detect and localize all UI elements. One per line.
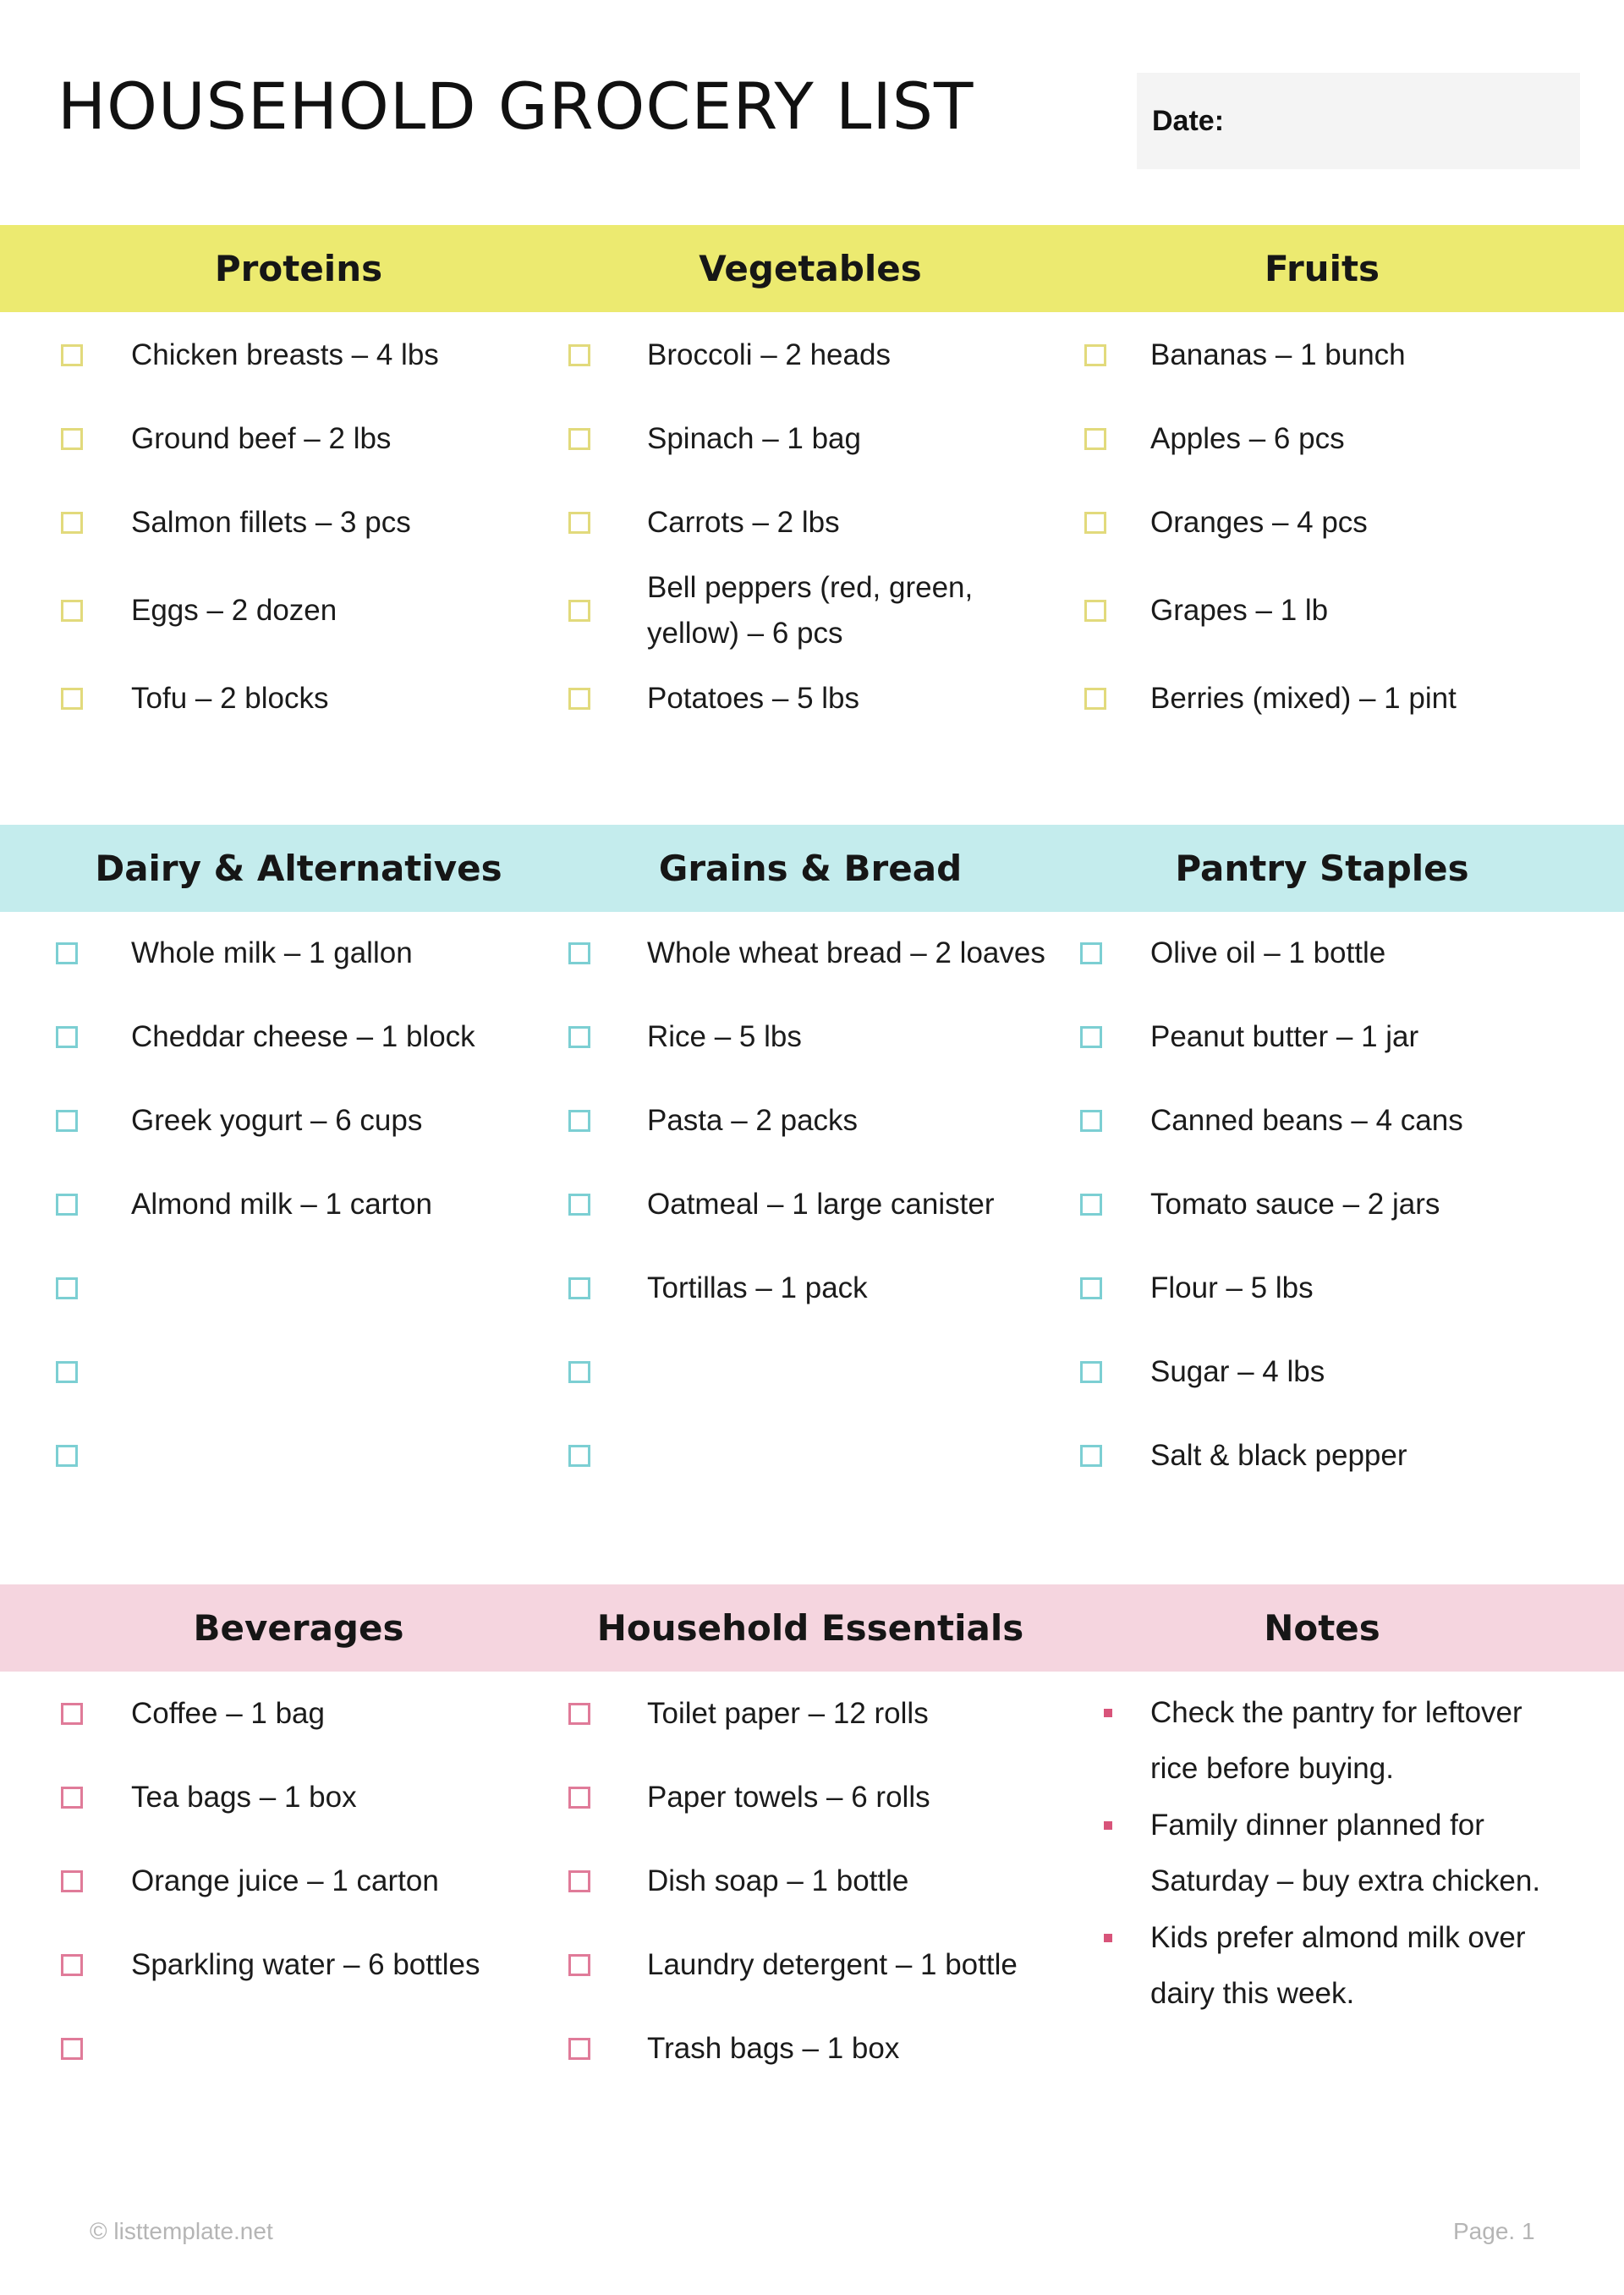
- date-field[interactable]: [1137, 73, 1580, 169]
- list-item-label: Toilet paper – 12 rolls: [647, 1697, 929, 1730]
- list-item-label: Whole wheat bread – 2 loaves: [647, 936, 1045, 969]
- column-heading-proteins: Proteins: [214, 248, 383, 289]
- checkbox[interactable]: [568, 1277, 590, 1299]
- footer-copyright: © listtemplate.net: [90, 2218, 273, 2244]
- checkbox[interactable]: [568, 1870, 590, 1892]
- list-item-label: Peanut butter – 1 jar: [1150, 1020, 1419, 1053]
- checkbox[interactable]: [568, 1194, 590, 1216]
- checkbox[interactable]: [56, 1361, 78, 1383]
- column-heading-vegetables: Vegetables: [699, 248, 922, 289]
- list-item-label: Berries (mixed) – 1 pint: [1150, 682, 1457, 715]
- checkbox[interactable]: [56, 1026, 78, 1048]
- bullet-icon: [1104, 1821, 1112, 1830]
- list-item-label: Eggs – 2 dozen: [131, 594, 337, 627]
- footer-page-number: Page. 1: [1453, 2218, 1535, 2244]
- column-heading-dairy-and-alternatives: Dairy & Alternatives: [95, 848, 502, 889]
- list-item-label: Flour – 5 lbs: [1150, 1271, 1314, 1304]
- list-item-label: Laundry detergent – 1 bottle: [647, 1948, 1018, 1981]
- list-item-label: Tomato sauce – 2 jars: [1150, 1188, 1440, 1221]
- list-item-label: Sugar – 4 lbs: [1150, 1355, 1325, 1388]
- checkbox[interactable]: [568, 1110, 590, 1132]
- checkbox[interactable]: [568, 1026, 590, 1048]
- checkbox[interactable]: [1084, 428, 1106, 450]
- checkbox[interactable]: [56, 1277, 78, 1299]
- checkbox[interactable]: [1080, 1194, 1102, 1216]
- checkbox[interactable]: [56, 942, 78, 964]
- section-beverages-household-notes: [0, 1584, 1624, 2092]
- column-heading-household-essentials: Household Essentials: [596, 1607, 1024, 1649]
- checkbox[interactable]: [568, 344, 590, 366]
- checkbox[interactable]: [568, 1445, 590, 1467]
- bullet-icon: [1104, 1934, 1112, 1942]
- list-item-label: Canned beans – 4 cans: [1150, 1104, 1463, 1137]
- list-item-label: Oatmeal – 1 large canister: [647, 1188, 995, 1221]
- checkbox[interactable]: [568, 1361, 590, 1383]
- checkbox[interactable]: [61, 1787, 83, 1809]
- checkbox[interactable]: [1084, 344, 1106, 366]
- checkbox[interactable]: [568, 428, 590, 450]
- list-item-label: Trash bags – 1 box: [647, 2032, 900, 2065]
- checkbox[interactable]: [61, 512, 83, 534]
- checkbox[interactable]: [1080, 1361, 1102, 1383]
- date-label: Date:: [1152, 104, 1225, 137]
- list-item-label: Sparkling water – 6 bottles: [131, 1948, 480, 1981]
- list-item-label: Oranges – 4 pcs: [1150, 506, 1368, 539]
- checkbox[interactable]: [56, 1110, 78, 1132]
- list-item-label: Tea bags – 1 box: [131, 1781, 357, 1814]
- checkbox[interactable]: [568, 688, 590, 710]
- checkbox[interactable]: [61, 1703, 83, 1725]
- checkbox[interactable]: [568, 1954, 590, 1976]
- checkbox[interactable]: [1084, 688, 1106, 710]
- note-text: Check the pantry for leftover rice before buying.: [1150, 1696, 1522, 1785]
- checkbox[interactable]: [61, 1954, 83, 1976]
- checkbox[interactable]: [56, 1194, 78, 1216]
- checkbox[interactable]: [568, 2038, 590, 2060]
- checkbox[interactable]: [56, 1445, 78, 1467]
- checkbox[interactable]: [568, 1703, 590, 1725]
- checkbox[interactable]: [61, 1870, 83, 1892]
- list-item-label: Bananas – 1 bunch: [1150, 338, 1406, 371]
- checkbox[interactable]: [568, 1787, 590, 1809]
- list-item-label: Salmon fillets – 3 pcs: [131, 506, 411, 539]
- page-title: HOUSEHOLD GROCERY LIST: [58, 69, 974, 144]
- checkbox[interactable]: [1080, 942, 1102, 964]
- checkbox[interactable]: [1080, 1026, 1102, 1048]
- list-item-label: Greek yogurt – 6 cups: [131, 1104, 423, 1137]
- bullet-icon: [1104, 1709, 1112, 1717]
- column-heading-notes: Notes: [1264, 1607, 1380, 1649]
- list-item-label: Almond milk – 1 carton: [131, 1188, 432, 1221]
- checkbox[interactable]: [61, 688, 83, 710]
- list-item-label: Broccoli – 2 heads: [647, 338, 891, 371]
- checkbox[interactable]: [568, 512, 590, 534]
- column-heading-beverages: Beverages: [193, 1607, 404, 1649]
- section-proteins-vegetables-fruits: [0, 225, 1624, 749]
- checkbox[interactable]: [1080, 1277, 1102, 1299]
- list-item-label: Orange juice – 1 carton: [131, 1864, 439, 1897]
- list-item-label: Bell peppers (red, green, yellow) – 6 pcs: [647, 571, 974, 650]
- column-heading-fruits: Fruits: [1264, 248, 1380, 289]
- list-item-label: Tofu – 2 blocks: [131, 682, 329, 715]
- checkbox[interactable]: [1084, 600, 1106, 622]
- list-item-label: Grapes – 1 lb: [1150, 594, 1329, 627]
- list-item-label: Ground beef – 2 lbs: [131, 422, 392, 455]
- list-item-label: Whole milk – 1 gallon: [131, 936, 413, 969]
- checkbox[interactable]: [568, 600, 590, 622]
- column-heading-pantry-staples: Pantry Staples: [1175, 848, 1469, 889]
- checkbox[interactable]: [568, 942, 590, 964]
- checkbox[interactable]: [1080, 1445, 1102, 1467]
- section-dairy-grains-pantry: [0, 825, 1624, 1518]
- checkbox[interactable]: [61, 600, 83, 622]
- list-item-label: Pasta – 2 packs: [647, 1104, 859, 1137]
- column-heading-grains-and-bread: Grains & Bread: [658, 848, 963, 889]
- list-item-label: Paper towels – 6 rolls: [647, 1781, 930, 1814]
- list-item-label: Chicken breasts – 4 lbs: [131, 338, 439, 371]
- checkbox[interactable]: [61, 428, 83, 450]
- list-item-label: Potatoes – 5 lbs: [647, 682, 859, 715]
- list-item-label: Olive oil – 1 bottle: [1150, 936, 1386, 969]
- checkbox[interactable]: [61, 2038, 83, 2060]
- list-item-label: Tortillas – 1 pack: [647, 1271, 868, 1304]
- list-item-label: Carrots – 2 lbs: [647, 506, 840, 539]
- note-text: Kids prefer almond milk over dairy this week.: [1150, 1921, 1526, 2010]
- checkbox[interactable]: [1084, 512, 1106, 534]
- list-item-label: Cheddar cheese – 1 block: [131, 1020, 475, 1053]
- list-item-label: Salt & black pepper: [1150, 1439, 1407, 1472]
- list-item-label: Rice – 5 lbs: [647, 1020, 802, 1053]
- list-item-label: Spinach – 1 bag: [647, 422, 861, 455]
- checkbox[interactable]: [1080, 1110, 1102, 1132]
- list-item-label: Apples – 6 pcs: [1150, 422, 1345, 455]
- list-item-label: Dish soap – 1 bottle: [647, 1864, 909, 1897]
- note-text: Family dinner planned for Saturday – buy extra chicken.: [1150, 1809, 1541, 1897]
- list-item-label: Coffee – 1 bag: [131, 1697, 325, 1730]
- checkbox[interactable]: [61, 344, 83, 366]
